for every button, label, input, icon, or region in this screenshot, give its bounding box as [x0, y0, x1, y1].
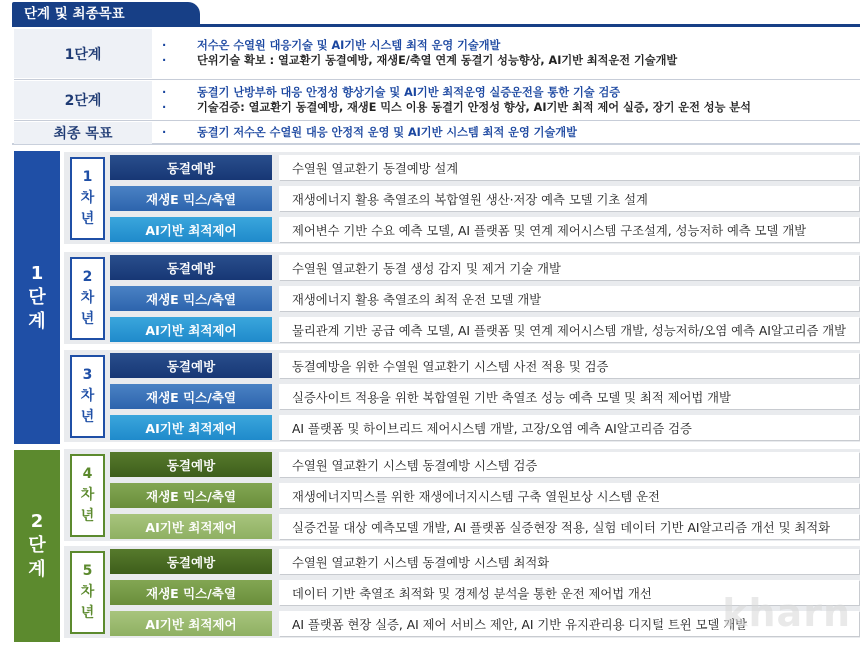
category-label: 재생E 믹스/축열	[110, 580, 272, 605]
summary-divider	[14, 79, 860, 80]
task-description: 재생에너지믹스를 위한 재생에너지시스템 구축 열원보상 시스템 운전	[279, 483, 859, 508]
summary-line: 기술검증: 열교환기 동결예방, 재생E 믹스 이용 동결기 안정성 향상, AI기반 최적 제어 실증, 장기 운전 성능 분석	[197, 101, 751, 114]
summary-divider	[14, 120, 860, 121]
task-description: 수열원 열교환기 시스템 동결예방 시스템 최적화	[279, 549, 859, 574]
category-label: 재생E 믹스/축열	[110, 384, 272, 409]
year-label-char: 2	[82, 269, 93, 285]
category-label: 재생E 믹스/축열	[110, 483, 272, 508]
summary-text-final	[162, 125, 577, 140]
year-label-char: 차	[80, 388, 95, 404]
year-label-char: 차	[80, 290, 95, 306]
task-description: 데이터 기반 축열조 최적화 및 경제성 분석을 통한 운전 제어법 개선	[279, 580, 859, 605]
bullet-icon: ·	[162, 101, 167, 114]
category-label: AI기반 최적제어	[110, 317, 272, 342]
category-label: AI기반 최적제어	[110, 217, 272, 242]
task-description: 재생에너지 활용 축열조의 복합열원 생산·저장 예측 모델 기초 설계	[279, 186, 859, 211]
year-label-char: 4	[82, 466, 93, 482]
summary-line: 단위기술 확보 : 열교환기 동결예방, 재생E/축열 연계 동결기 성능향상, AI기반 최적운전 기술개발	[197, 54, 678, 67]
year-label-box	[70, 355, 105, 438]
section-title-tab: 단계 및 최종목표	[12, 2, 200, 26]
task-description: 실증건물 대상 예측모델 개발, AI 플랫폼 실증현장 적용, 실험 데이터 기반 AI알고리즘 개선 및 최적화	[279, 514, 859, 539]
year-label-char: 년	[80, 508, 95, 524]
summary-line: 동결기 난방부하 대응 안정성 향상기술 및 AI기반 최적운영 실증운전을 통한 기술 검증	[197, 86, 621, 99]
year-label-char: 년	[80, 409, 95, 425]
stage-2-block	[14, 450, 60, 642]
bullet-icon: ·	[162, 54, 167, 67]
task-description: 수열원 열교환기 동결 생성 감지 및 제거 기술 개발	[279, 255, 859, 280]
year-label-box	[70, 551, 105, 634]
category-label: AI기반 최적제어	[110, 611, 272, 636]
task-description: AI 플랫폼 현장 실증, AI 제어 서비스 제안, AI 기반 유지관리용 디지털 트윈 모델 개발	[279, 611, 859, 636]
category-label: 동결예방	[110, 353, 272, 378]
year-label-char: 차	[80, 584, 95, 600]
watermark-logo: kharn	[722, 591, 851, 635]
summary-line: 동결기 저수온 수열원 대응 안정적 운영 및 AI기반 시스템 최적 운영 기술개발	[197, 126, 577, 139]
summary-label-final: 최종 목표	[14, 122, 152, 144]
year-label-box	[70, 257, 105, 340]
stage-label: 단	[28, 286, 46, 308]
task-description: 물리관계 기반 공급 예측 모델, AI 플랫폼 및 연계 제어시스템 개발, 성능저하/오염 예측 AI알고리즘 개발	[279, 317, 859, 342]
summary-line: 저수온 수열원 대응기술 및 AI기반 시스템 최적 운영 기술개발	[197, 39, 501, 52]
task-description: 재생에너지 활용 축열조의 최적 운전 모델 개발	[279, 286, 859, 311]
year-label-char: 5	[82, 563, 93, 579]
stage-label: 1	[30, 262, 44, 284]
year-label-char: 1	[82, 169, 93, 185]
summary-text-stage1	[162, 38, 677, 68]
year-label-box	[70, 454, 105, 537]
category-label: AI기반 최적제어	[110, 415, 272, 440]
bullet-icon: ·	[162, 86, 167, 99]
category-label: 동결예방	[110, 255, 272, 280]
year-label-char: 차	[80, 190, 95, 206]
year-label-char: 년	[80, 311, 95, 327]
category-label: 동결예방	[110, 155, 272, 180]
task-description: 동결예방을 위한 수열원 열교환기 시스템 사전 적용 및 검증	[279, 353, 859, 378]
task-description: AI 플랫폼 및 하이브리드 제어시스템 개발, 고장/오염 예측 AI알고리즘 검증	[279, 415, 859, 440]
year-label-char: 년	[80, 211, 95, 227]
task-description: 제어변수 기반 수요 예측 모델, AI 플랫폼 및 연계 제어시스템 구조설계, 성능저하 예측 모델 개발	[279, 217, 859, 242]
summary-text-stage2	[162, 85, 751, 115]
year-label-char: 차	[80, 487, 95, 503]
category-label: 동결예방	[110, 549, 272, 574]
category-label: 재생E 믹스/축열	[110, 186, 272, 211]
summary-label-stage1: 1단계	[14, 29, 152, 78]
bullet-icon: ·	[162, 126, 167, 139]
category-label: 동결예방	[110, 452, 272, 477]
summary-label-stage2: 2단계	[14, 81, 152, 119]
year-label-char: 년	[80, 605, 95, 621]
stage-label: 단	[28, 535, 46, 556]
task-description: 수열원 열교환기 시스템 동결예방 시스템 검증	[279, 452, 859, 477]
stage-label: 2	[30, 511, 44, 532]
task-description: 수열원 열교환기 동결예방 설계	[279, 155, 859, 180]
stage-1-block	[14, 151, 60, 444]
stage-label: 계	[28, 310, 46, 332]
bullet-icon: ·	[162, 39, 167, 52]
year-label-box	[70, 157, 105, 240]
category-label: 재생E 믹스/축열	[110, 286, 272, 311]
year-label-char: 3	[82, 367, 93, 383]
task-description: 실증사이트 적용을 위한 복합열원 기반 축열조 성능 예측 모델 및 최적 제어법 개발	[279, 384, 859, 409]
category-label: AI기반 최적제어	[110, 514, 272, 539]
stage-label: 계	[28, 559, 46, 580]
